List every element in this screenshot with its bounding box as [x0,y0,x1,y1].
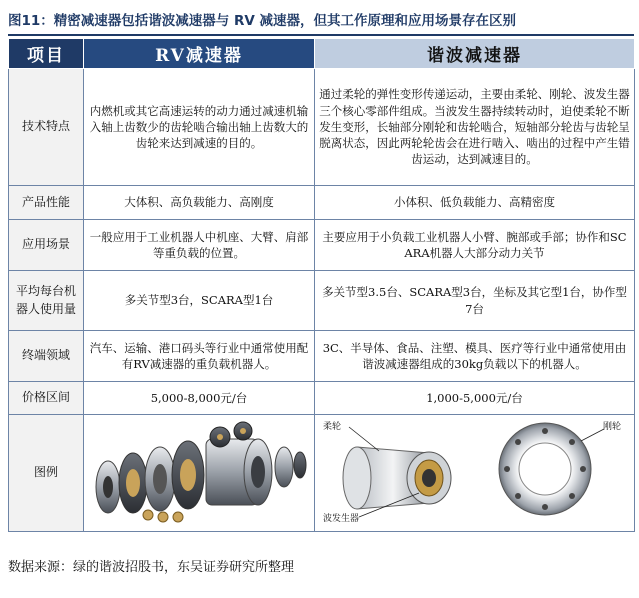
rv-cell: 一般应用于工业机器人中机座、大臂、肩部等重负载的位置。 [84,220,315,271]
rv-cell: 内燃机或其它高速运转的动力通过减速机输入轴上齿数少的齿轮啮合输出轴上齿数大的齿轮来达到减速的目的。 [84,69,315,186]
harmonic-reducer-image [315,415,635,532]
table-row [9,331,635,382]
row-label: 产品性能 [9,186,84,220]
header-rv: RV减速器 [84,39,315,69]
image-row [9,415,635,532]
harmonic-cell: 主要应用于小负载工业机器人小臂、腕部或手部；协作和SCARA机器人大部分动力关节 [315,220,635,271]
row-label: 平均每台机器人使用量 [9,271,84,331]
table-row [9,186,635,220]
header-row [9,39,635,69]
source-note: 数据来源：绿的谐波招股书，东吴证券研究所整理 [8,560,295,575]
row-label: 价格区间 [9,382,84,415]
header-item: 项目 [9,39,84,69]
rv-cell: 5,000-8,000元/台 [84,382,315,415]
harmonic-cell: 通过柔轮的弹性变形传递运动，主要由柔轮、刚轮、波发生器三个核心零部件组成。当波发生器持续转动时，迫使柔轮不断发生变形，长轴部分刚轮和齿轮啮合，短轴部分轮齿与齿轮呈脱离状态，因此两轮轮齿会在进行啮入、啮出的过程中产生错齿运动，达到减速目的。 [315,69,635,186]
harmonic-cell: 小体积、低负载能力、高精密度 [315,186,635,220]
rv-cell: 多关节型3台，SCARA型1台 [84,271,315,331]
comparison-table [8,38,635,532]
harmonic-cell: 1,000-5,000元/台 [315,382,635,415]
table-row [9,382,635,415]
header-harmonic: 谐波减速器 [315,39,635,69]
figure-title: 图11：精密减速器包括谐波减速器与 RV 减速器，但其工作原理和应用场景存在区别 [8,13,517,29]
harmonic-cell: 多关节型3.5台、SCARA型3台，坐标及其它型1台，协作型7台 [315,271,635,331]
row-label: 技术特点 [9,69,84,186]
label-flexspline: 柔轮 [323,421,342,432]
label-wave-generator: 波发生器 [323,513,360,524]
table-row [9,69,635,186]
table-row [9,220,635,271]
row-label: 终端领域 [9,331,84,382]
harmonic-reducer-illustration [319,417,631,525]
row-label: 图例 [9,415,84,532]
row-label: 应用场景 [9,220,84,271]
harmonic-cell: 3C、半导体、食品、注塑、模具、医疗等行业中通常使用由谐波减速器组成的30kg负载以下的机器人。 [315,331,635,382]
title-rule [8,34,634,36]
rv-reducer-illustration [88,417,310,525]
label-circular-spline: 刚轮 [603,421,622,432]
rv-reducer-image [84,415,315,532]
rv-cell: 大体积、高负载能力、高刚度 [84,186,315,220]
rv-cell: 汽车、运输、港口码头等行业中通常使用配有RV减速器的重负载机器人。 [84,331,315,382]
table-row [9,271,635,331]
